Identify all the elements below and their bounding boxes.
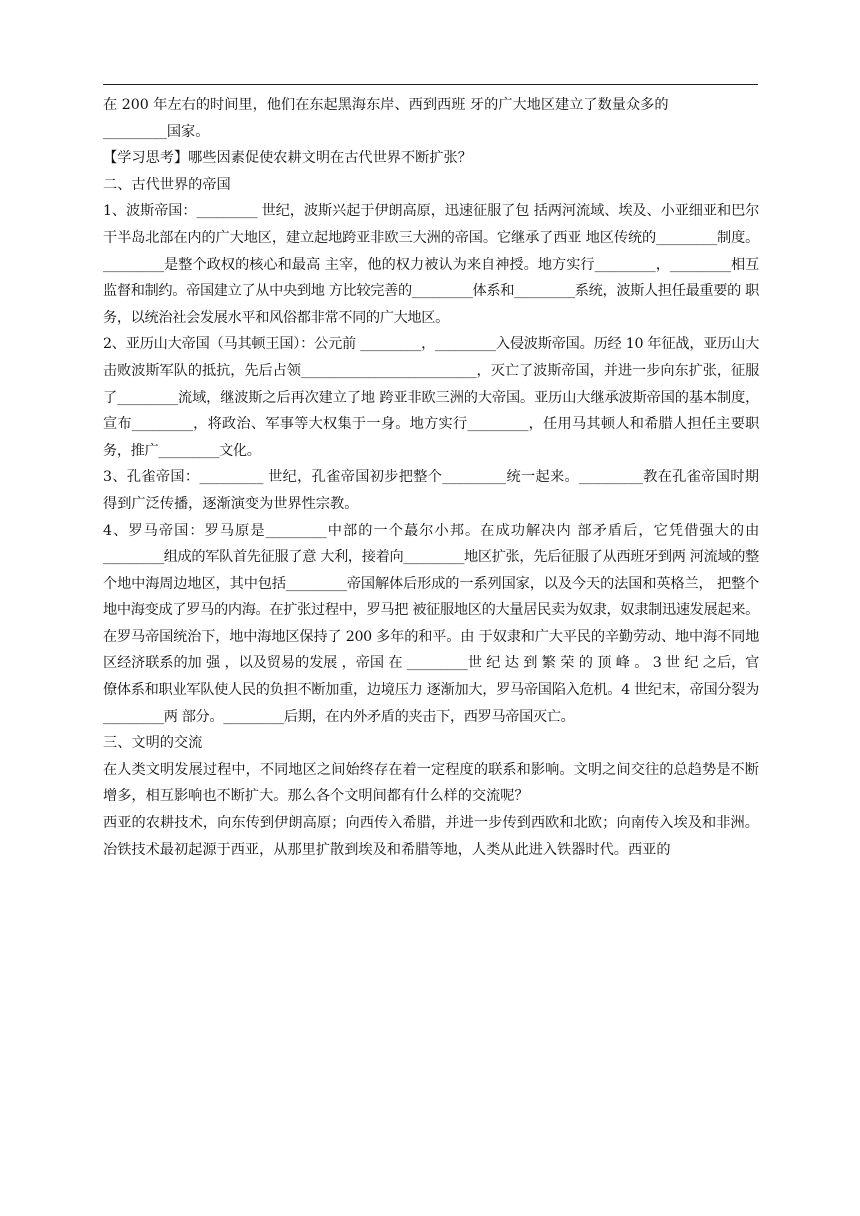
- section-heading-empires: 二、古代世界的帝国: [103, 176, 231, 193]
- paragraph-alexander-empire: 2、亚历山大帝国（马其顿王国）：公元前 _________，_________入侵波斯帝国。历经 10 年征战，亚历山大击败波斯军队的抵抗，先后占领__________________________，灭亡了波斯帝国，并进一步向东扩张，征服了_________流域，继波斯之后再次建立了地 跨亚非欧三洲的大帝国。亚历山大继承波斯帝国的基本制度， 宣布_________，将政治、军事等大权集于一身。地方实行_________，任用马其顿人和希腊人担任主要职务，推广_________文化。: [103, 336, 759, 459]
- paragraph-greek-colonies: 在 200 年左右的时间里，他们在东起黑海东岸、西到西班 牙的广大地区建立了数量众多的: [103, 97, 669, 113]
- document-body: [103, 92, 759, 863]
- header-rule: [103, 84, 758, 85]
- paragraph-greek-colonies-blank: _________国家。: [103, 123, 210, 140]
- paragraph-west-asia: 西亚的农耕技术，向东传到伊朗高原；向西传入希腊，并进一步传到西欧和北欧；向南传入埃及和非洲。冶铁技术最初起源于西亚，从那里扩散到埃及和希腊等地，人类从此进入铁器时代。西亚的: [103, 815, 759, 858]
- paragraph-maurya-empire: 3、孔雀帝国：_________ 世纪，孔雀帝国初步把整个_________统一起来。_________教在孔雀帝国时期得到广泛传播，逐渐演变为世界性宗教。: [103, 469, 759, 512]
- paragraph-exchange-intro: 在人类文明发展过程中，不同地区之间始终存在着一定程度的联系和影响。文明之间交往的总趋势是不断增多，相互影响也不断扩大。那么各个文明间都有什么样的交流呢？: [103, 761, 759, 805]
- section-heading-exchange: 三、文明的交流: [103, 735, 203, 752]
- paragraph-roman-empire: 4、罗马帝国：罗马原是_________中部的一个蕞尔小邦。在成功解决内 部矛盾后，它凭借强大的由_________组成的军队首先征服了意 大利，接着向_________地区扩张，先后征服了从西班牙到两 河流域的整个地中海周边地区，其中包括_________帝国解体后形成的一系列国家，以及今天的法国和英格兰， 把整个地中海变成了罗马的内海。在扩张过程中，罗马把 被征服地区的大量居民卖为奴隶，奴隶制迅速发展起来。在罗马帝国统治下，地中海地区保持了 200 多年的和平。由 于奴隶和广大平民的辛勤劳动、地中海不同地区经济联系的加 强 ，以及贸易的发展 ，帝国 在 _________世 纪 达 到 繁 荣 的 顶 峰 。 3 世 纪 之后，官僚体系和职业军队使人民的负担不断加重，边境压力 逐渐加大，罗马帝国陷入危机。4 世纪末，帝国分裂为_________两 部分。_________后期，在内外矛盾的夹击下，西罗马帝国灭亡。: [103, 522, 759, 725]
- paragraph-persian-empire: 1、波斯帝国：_________ 世纪，波斯兴起于伊朗高原，迅速征服了包 括两河流域、埃及、小亚细亚和巴尔干半岛北部在内的广大地区，建立起地跨亚非欧三大洲的帝国。它继承了西亚 地区传统的_________制度。_________是整个政权的核心和最高 主宰，他的权力被认为来自神授。地方实行_________，_________相互监督和制约。帝国建立了从中央到地 方比较完善的_________体系和_________系统，波斯人担任最重要的 职务，以统治社会发展水平和风俗都非常不同的广大地区。: [103, 203, 759, 326]
- study-question: 【学习思考】哪些因素促使农耕文明在古代世界不断扩张？: [103, 150, 472, 167]
